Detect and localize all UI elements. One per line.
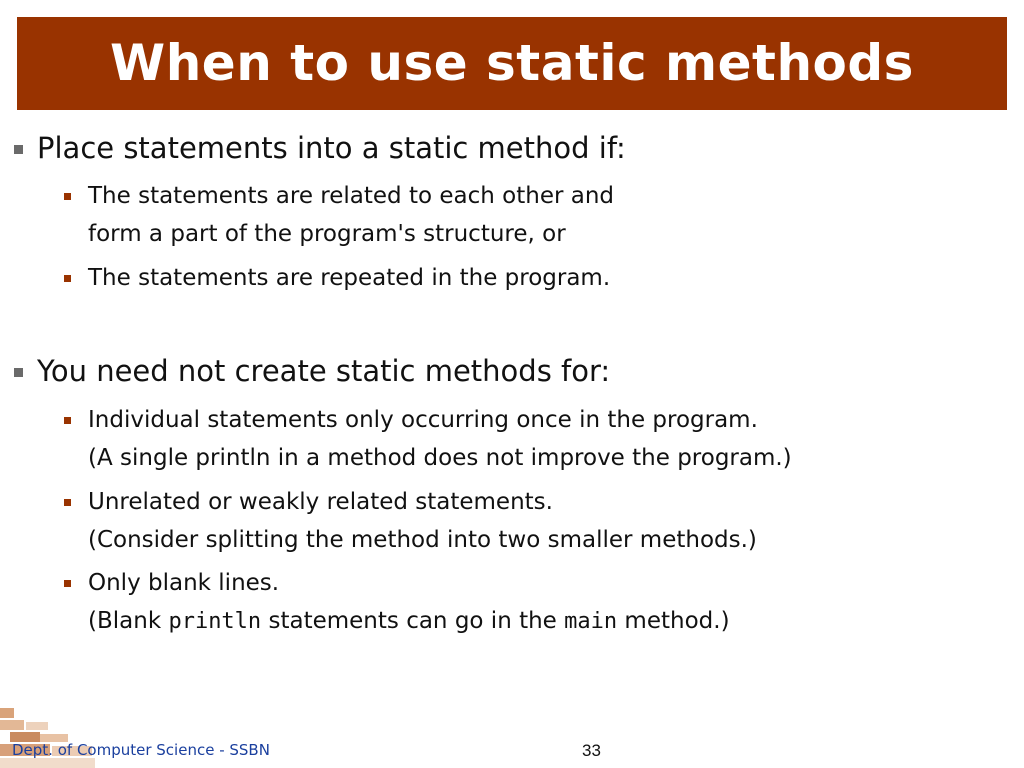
- sub-bullet-text: [88, 483, 757, 559]
- sub-bullet-line: Unrelated or weakly related statements.: [88, 489, 553, 515]
- sub-bullet-item: [64, 264, 610, 297]
- slide-number: 33: [582, 741, 601, 760]
- bullet-item-need-not-create: [14, 354, 610, 388]
- sub-bullet-text: [88, 177, 614, 253]
- sub-bullet-line: Individual statements only occurring once in the program.: [88, 407, 758, 433]
- sub-bullet-item: [64, 488, 757, 559]
- square-bullet-icon: [64, 499, 71, 506]
- sub-bullet-line: (Consider splitting the method into two smaller methods.): [88, 527, 757, 553]
- text-fragment: (Blank: [88, 608, 169, 634]
- sub-bullet-line: The statements are related to each other and: [88, 183, 615, 209]
- sub-bullet-line: (A single println in a method does not improve the program.): [88, 445, 792, 471]
- code-println: println: [168, 609, 262, 634]
- sub-bullet-line: [88, 602, 730, 641]
- sub-bullet-line: form a part of the program's structure, or: [88, 221, 566, 247]
- sub-bullet-item: [64, 569, 730, 641]
- square-bullet-icon: [14, 145, 23, 154]
- square-bullet-icon: [14, 368, 23, 377]
- sub-bullet-item: [64, 406, 792, 477]
- sub-bullet-text: [88, 259, 610, 297]
- slide-title: When to use static methods: [110, 33, 914, 92]
- title-bar: [17, 17, 1007, 110]
- bullet-item-place-statements: [14, 131, 626, 165]
- bullet-text: You need not create static methods for:: [37, 354, 611, 388]
- sub-bullet-text: [88, 401, 792, 477]
- square-bullet-icon: [64, 580, 71, 587]
- sub-bullet-line: Only blank lines.: [88, 570, 280, 596]
- bullet-text: Place statements into a static method if:: [37, 131, 626, 165]
- footer-department: Dept. of Computer Science - SSBN: [12, 741, 270, 759]
- square-bullet-icon: [64, 417, 71, 424]
- sub-bullet-text: [88, 564, 730, 641]
- square-bullet-icon: [64, 275, 71, 282]
- sub-bullet-item: [64, 182, 614, 253]
- square-bullet-icon: [64, 193, 71, 200]
- text-fragment: statements can go in the: [261, 608, 565, 634]
- footer-blocks-decoration: [0, 708, 95, 768]
- text-fragment: method.): [617, 608, 730, 634]
- code-main: main: [564, 609, 618, 634]
- sub-bullet-line: The statements are repeated in the program.: [88, 265, 611, 291]
